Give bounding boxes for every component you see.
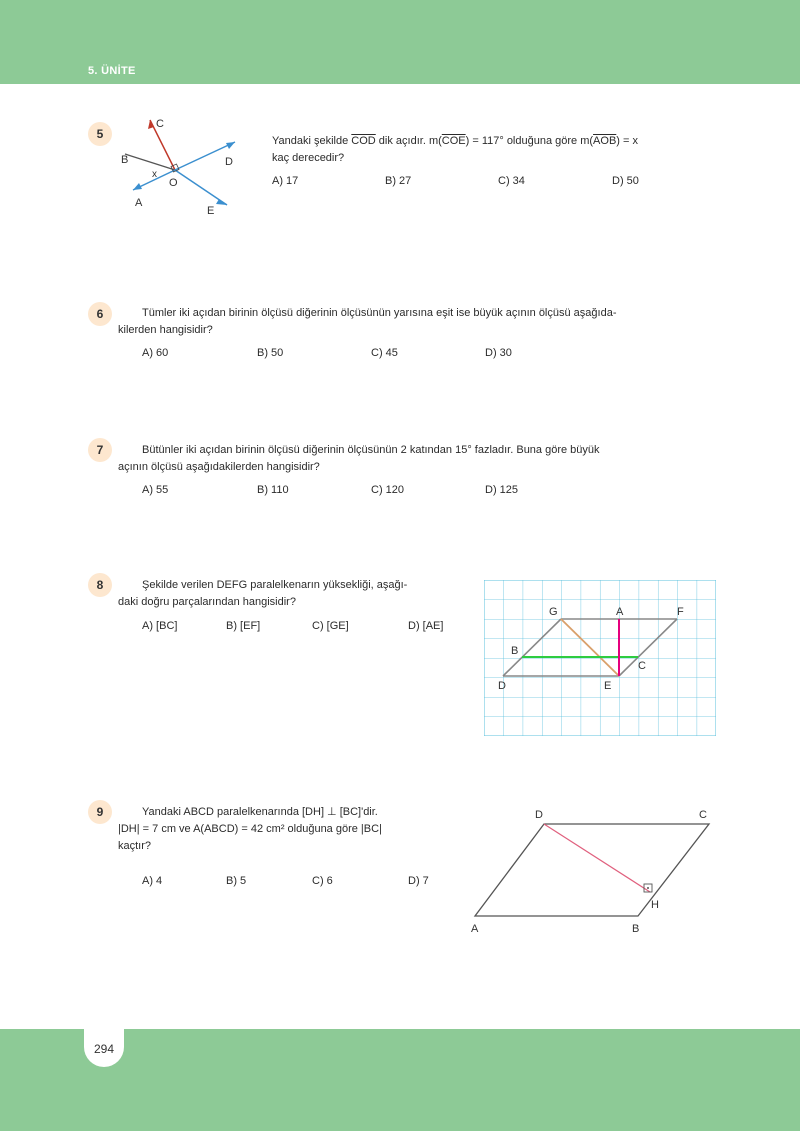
- parallelogram-abcd: [475, 824, 709, 916]
- q8-option-d[interactable]: D) [AE]: [408, 620, 444, 632]
- q9-option-a[interactable]: A) 4: [142, 875, 163, 887]
- question-8-number: 8: [88, 573, 112, 597]
- q8-option-b[interactable]: B) [EF]: [226, 620, 261, 632]
- label-d: D: [498, 680, 506, 692]
- label-d: D: [535, 809, 543, 821]
- arrow-e: [216, 199, 227, 205]
- label-a: A: [135, 197, 143, 209]
- q6-option-d[interactable]: D) 30: [485, 347, 512, 359]
- question-8-text: Şekilde verilen DEFG paralelkenarın yüksekliği, aşağı- daki doğru parçalarından hangisidir?: [118, 579, 408, 608]
- q9-parallelogram-figure: [465, 800, 725, 940]
- label-d: D: [225, 156, 233, 168]
- arrow-d: [226, 142, 235, 149]
- q9-option-c[interactable]: C) 6: [312, 875, 333, 887]
- q7-option-b[interactable]: B) 110: [257, 484, 289, 496]
- q7-option-d[interactable]: D) 125: [485, 484, 519, 496]
- label-o: O: [169, 177, 178, 189]
- q5-option-c[interactable]: C) 34: [498, 175, 525, 187]
- question-9-text: Yandaki ABCD paralelkenarında [DH] ⊥ [BC]'dir. |DH| = 7 cm ve A(ABCD) = 42 cm² olduğuna göre |BC| kaçtır?: [118, 806, 382, 852]
- label-b: B: [121, 154, 129, 166]
- label-c: C: [156, 118, 164, 130]
- label-a: A: [471, 923, 479, 935]
- question-6-number: 6: [88, 302, 112, 326]
- q8-grid-figure: [484, 580, 716, 736]
- label-b: B: [511, 645, 519, 657]
- question-9-number: 9: [88, 800, 112, 824]
- question-7-text: Bütünler iki açıdan birinin ölçüsü diğerinin ölçüsünün 2 katından 15° fazladır. Buna göre büyük açının ölçüsü aşağıdakilerden hangisidir?: [118, 444, 600, 473]
- page-number: 294: [84, 1029, 124, 1067]
- label-f: F: [677, 606, 684, 618]
- height-dh: [544, 824, 650, 892]
- question-5-number: 5: [88, 122, 112, 146]
- question-7-number: 7: [88, 438, 112, 462]
- q5-option-b[interactable]: B) 27: [385, 175, 412, 187]
- question-5-text: Yandaki şekilde $\overline{COD}$ dik açıdır. $m(\overline{COE}) = 117^\circ$ olduğuna göre $m(\overline{AOB}) = x$ kaç derecedir?: [272, 135, 638, 164]
- label-c: C: [638, 660, 646, 672]
- arrow-a: [133, 183, 142, 190]
- q8-option-c[interactable]: C) [GE]: [312, 620, 349, 632]
- q7-option-c[interactable]: C) 120: [371, 484, 405, 496]
- label-x: x: [152, 169, 157, 180]
- label-c: C: [699, 809, 707, 821]
- label-g: G: [549, 606, 558, 618]
- q6-option-c[interactable]: C) 45: [371, 347, 398, 359]
- label-b: B: [632, 923, 640, 935]
- q7-option-a[interactable]: A) 55: [142, 484, 169, 496]
- label-h: H: [651, 899, 659, 911]
- q5-option-d[interactable]: D) 50: [612, 175, 639, 187]
- q9-option-b[interactable]: B) 5: [226, 875, 247, 887]
- label-e: E: [604, 680, 612, 692]
- q5-angle-figure: [115, 110, 250, 220]
- label-e: E: [207, 205, 215, 217]
- q6-option-b[interactable]: B) 50: [257, 347, 284, 359]
- unit-label: 5. ÜNİTE: [88, 65, 136, 77]
- label-a: A: [616, 606, 624, 618]
- q6-option-a[interactable]: A) 60: [142, 347, 169, 359]
- q5-option-a[interactable]: A) 17: [272, 175, 299, 187]
- q8-option-a[interactable]: A) [BC]: [142, 620, 178, 632]
- question-6-text: Tümler iki açıdan birinin ölçüsü diğerinin ölçüsünün yarısına eşit ise büyük açının ölçüsü aşağıda- kilerden hangisidir?: [118, 307, 617, 336]
- q9-option-d[interactable]: D) 7: [408, 875, 429, 887]
